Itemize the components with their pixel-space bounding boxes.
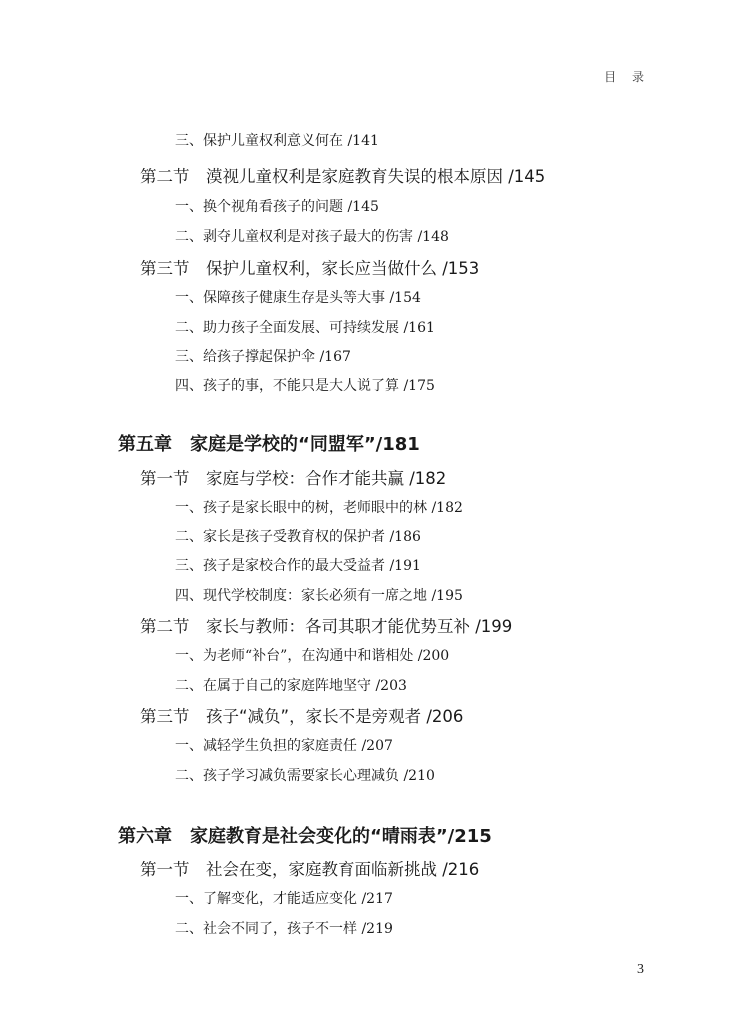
toc-item[interactable]: 三、孩子是家校合作的最大受益者 /191	[175, 558, 421, 574]
toc-section[interactable]: 第二节 家长与教师：各司其职才能优势互补 /199	[140, 617, 513, 636]
toc-chapter[interactable]: 第五章 家庭是学校的“同盟军”/181	[118, 434, 420, 455]
toc-item[interactable]: 一、孩子是家长眼中的树，老师眼中的林 /182	[175, 500, 463, 516]
toc-item[interactable]: 一、换个视角看孩子的问题 /145	[175, 199, 379, 215]
page-number: 3	[637, 962, 644, 977]
toc-item[interactable]: 二、在属于自己的家庭阵地坚守 /203	[175, 678, 407, 694]
toc-item[interactable]: 三、保护儿童权利意义何在 /141	[175, 133, 379, 149]
toc-item[interactable]: 三、给孩子撑起保护伞 /167	[175, 349, 351, 365]
toc-item[interactable]: 二、孩子学习减负需要家长心理减负 /210	[175, 768, 435, 784]
toc-item[interactable]: 一、为老师“补台”，在沟通中和谐相处 /200	[175, 648, 450, 664]
toc-item[interactable]: 一、了解变化，才能适应变化 /217	[175, 891, 393, 907]
running-header: 目 录	[604, 70, 650, 84]
toc-section[interactable]: 第二节 漠视儿童权利是家庭教育失误的根本原因 /145	[140, 167, 546, 186]
toc-section[interactable]: 第三节 孩子“减负”，家长不是旁观者 /206	[140, 707, 464, 726]
toc-item[interactable]: 四、孩子的事，不能只是大人说了算 /175	[175, 378, 435, 394]
toc-section[interactable]: 第一节 家庭与学校：合作才能共赢 /182	[140, 469, 447, 488]
toc-item[interactable]: 二、社会不同了，孩子不一样 /219	[175, 921, 393, 937]
toc-section[interactable]: 第三节 保护儿童权利，家长应当做什么 /153	[140, 259, 480, 278]
toc-section[interactable]: 第一节 社会在变，家庭教育面临新挑战 /216	[140, 860, 480, 879]
toc-item[interactable]: 二、剥夺儿童权利是对孩子最大的伤害 /148	[175, 229, 449, 245]
toc-item[interactable]: 一、保障孩子健康生存是头等大事 /154	[175, 290, 421, 306]
toc-item[interactable]: 四、现代学校制度：家长必须有一席之地 /195	[175, 588, 463, 604]
toc-item[interactable]: 一、减轻学生负担的家庭责任 /207	[175, 738, 393, 754]
toc-item[interactable]: 二、助力孩子全面发展、可持续发展 /161	[175, 320, 435, 336]
toc-chapter[interactable]: 第六章 家庭教育是社会变化的“晴雨表”/215	[118, 826, 492, 847]
toc-item[interactable]: 二、家长是孩子受教育权的保护者 /186	[175, 529, 421, 545]
